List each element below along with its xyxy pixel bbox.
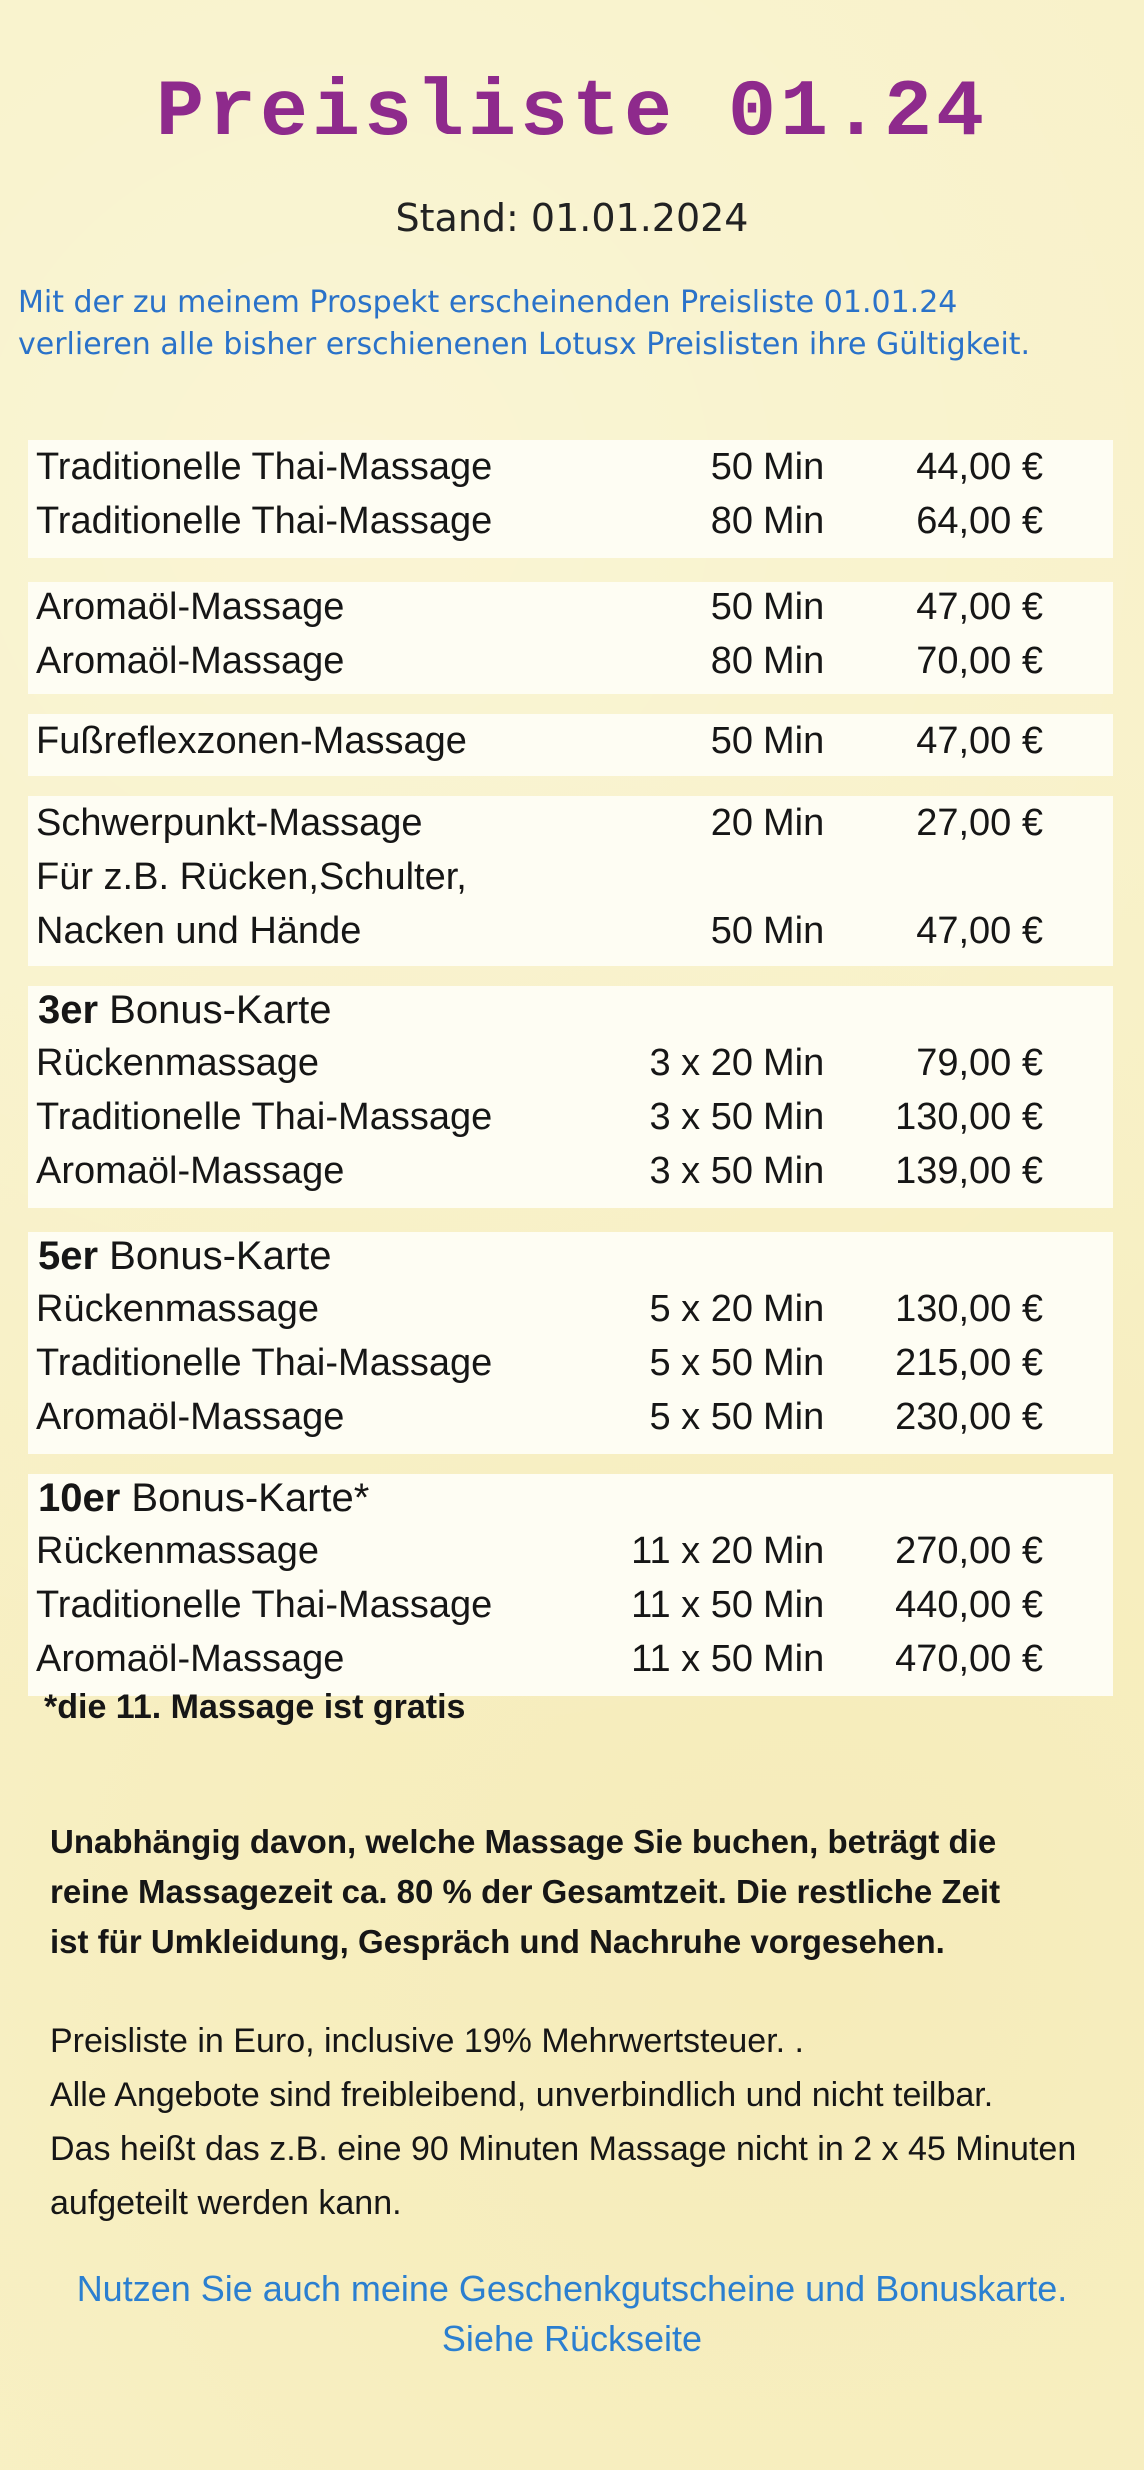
bonus-count: 10er bbox=[38, 1476, 121, 1520]
price-row bbox=[28, 1638, 1113, 1692]
price-row bbox=[28, 1396, 1113, 1450]
unit: Min bbox=[763, 1396, 825, 1438]
unit: Min bbox=[763, 1042, 825, 1084]
price-row bbox=[28, 500, 1113, 554]
duration: 20 bbox=[710, 802, 753, 844]
massage-time-notice bbox=[50, 1817, 1120, 1967]
service-name: Aromaöl-Massage bbox=[36, 640, 345, 682]
service-name: Für z.B. Rücken,Schulter, bbox=[36, 856, 467, 898]
unit: Min bbox=[763, 500, 825, 542]
price: 44,00 € bbox=[916, 446, 1043, 488]
price-block-focus bbox=[28, 796, 1113, 966]
price: 130,00 € bbox=[895, 1096, 1043, 1138]
date-stamp: Stand: 01.01.2024 bbox=[395, 196, 749, 240]
unit: Min bbox=[763, 1638, 825, 1680]
bonus-heading bbox=[38, 1476, 369, 1521]
unit: Min bbox=[763, 1096, 825, 1138]
terms-line: Das heißt das z.B. eine 90 Minuten Massage nicht in 2 x 45 Minuten bbox=[50, 2130, 1077, 2168]
footer-line: Nutzen Sie auch meine Geschenkgutscheine und Bonuskarte. bbox=[76, 2268, 1068, 2309]
price-row bbox=[28, 1042, 1113, 1096]
duration: 50 bbox=[710, 586, 753, 628]
service-name: Aromaöl-Massage bbox=[36, 586, 345, 628]
duration: 5 x 50 bbox=[649, 1396, 753, 1438]
price: 79,00 € bbox=[916, 1042, 1043, 1084]
price: 440,00 € bbox=[895, 1584, 1043, 1626]
price: 27,00 € bbox=[916, 802, 1043, 844]
price: 130,00 € bbox=[895, 1288, 1043, 1330]
duration: 50 bbox=[710, 446, 753, 488]
bonus-count: 3er bbox=[38, 988, 99, 1032]
duration: 3 x 50 bbox=[649, 1150, 753, 1192]
price: 70,00 € bbox=[916, 640, 1043, 682]
service-name: Aromaöl-Massage bbox=[36, 1638, 345, 1680]
price-block-thai bbox=[28, 440, 1113, 558]
bonus-heading bbox=[38, 988, 332, 1033]
price-row bbox=[28, 586, 1113, 640]
service-name: Traditionelle Thai-Massage bbox=[36, 1584, 493, 1626]
price: 64,00 € bbox=[916, 500, 1043, 542]
terms-text bbox=[50, 2014, 1120, 2230]
terms-line: Alle Angebote sind freibleibend, unverbindlich und nicht teilbar. bbox=[50, 2076, 994, 2114]
service-name: Traditionelle Thai-Massage bbox=[36, 1096, 493, 1138]
bonus-label: Bonus-Karte* bbox=[120, 1476, 370, 1520]
page-title: Preisliste 01.24 bbox=[155, 68, 989, 159]
duration: 5 x 20 bbox=[649, 1288, 753, 1330]
price: 270,00 € bbox=[895, 1530, 1043, 1572]
unit: Min bbox=[763, 1530, 825, 1572]
price-row bbox=[28, 1584, 1113, 1638]
duration: 11 x 20 bbox=[631, 1530, 753, 1572]
price: 470,00 € bbox=[895, 1638, 1043, 1680]
service-name: Rückenmassage bbox=[36, 1288, 320, 1330]
service-name: Rückenmassage bbox=[36, 1042, 320, 1084]
footer-note bbox=[0, 2264, 1144, 2364]
intro-line: Mit der zu meinem Prospekt erscheinenden Preisliste 01.01.24 bbox=[18, 285, 958, 320]
terms-line: aufgeteilt werden kann. bbox=[50, 2184, 402, 2222]
service-name: Traditionelle Thai-Massage bbox=[36, 446, 493, 488]
duration: 11 x 50 bbox=[631, 1584, 753, 1626]
price: 215,00 € bbox=[895, 1342, 1043, 1384]
bonus-heading bbox=[38, 1234, 332, 1279]
footer-line: Siehe Rückseite bbox=[441, 2318, 703, 2359]
price: 47,00 € bbox=[916, 586, 1043, 628]
service-name: Traditionelle Thai-Massage bbox=[36, 500, 493, 542]
unit: Min bbox=[763, 446, 825, 488]
unit: Min bbox=[763, 586, 825, 628]
unit: Min bbox=[763, 1288, 825, 1330]
price-row bbox=[28, 1342, 1113, 1396]
bonus-card-5 bbox=[28, 1232, 1113, 1454]
duration: 80 bbox=[710, 640, 753, 682]
duration: 3 x 50 bbox=[649, 1096, 753, 1138]
bonus-card-3 bbox=[28, 986, 1113, 1208]
price-row bbox=[28, 1096, 1113, 1150]
unit: Min bbox=[763, 1342, 825, 1384]
duration: 3 x 20 bbox=[649, 1042, 753, 1084]
bonus-label: Bonus-Karte bbox=[98, 988, 332, 1032]
service-name: Traditionelle Thai-Massage bbox=[36, 1342, 493, 1384]
bonus-label: Bonus-Karte bbox=[98, 1234, 332, 1278]
bonus-card-10 bbox=[28, 1474, 1113, 1696]
price-row bbox=[28, 446, 1113, 500]
duration: 80 bbox=[710, 500, 753, 542]
duration: 11 x 50 bbox=[631, 1638, 753, 1680]
unit: Min bbox=[763, 720, 825, 762]
unit: Min bbox=[763, 910, 825, 952]
notice-line: reine Massagezeit ca. 80 % der Gesamtzeit. Die restliche Zeit bbox=[50, 1873, 1001, 1910]
unit: Min bbox=[763, 1150, 825, 1192]
notice-line: ist für Umkleidung, Gespräch und Nachruhe vorgesehen. bbox=[50, 1923, 945, 1960]
price-row bbox=[28, 640, 1113, 694]
price-row bbox=[28, 1288, 1113, 1342]
unit: Min bbox=[763, 802, 825, 844]
price: 139,00 € bbox=[895, 1150, 1043, 1192]
service-name: Schwerpunkt-Massage bbox=[36, 802, 423, 844]
price-row bbox=[28, 720, 1113, 774]
price-row bbox=[28, 856, 1113, 910]
intro-text bbox=[18, 282, 1133, 366]
price-row bbox=[28, 1530, 1113, 1584]
terms-line: Preisliste in Euro, inclusive 19% Mehrwertsteuer. . bbox=[50, 2022, 804, 2060]
price-block-foot bbox=[28, 714, 1113, 776]
bonus-count: 5er bbox=[38, 1234, 99, 1278]
unit: Min bbox=[763, 640, 825, 682]
service-name: Rückenmassage bbox=[36, 1530, 320, 1572]
footnote: *die 11. Massage ist gratis bbox=[44, 1688, 466, 1726]
price-row bbox=[28, 910, 1113, 964]
price: 230,00 € bbox=[895, 1396, 1043, 1438]
unit: Min bbox=[763, 1584, 825, 1626]
service-name: Nacken und Hände bbox=[36, 910, 362, 952]
service-name: Aromaöl-Massage bbox=[36, 1150, 345, 1192]
price: 47,00 € bbox=[916, 910, 1043, 952]
service-name: Aromaöl-Massage bbox=[36, 1396, 345, 1438]
notice-line: Unabhängig davon, welche Massage Sie buchen, beträgt die bbox=[50, 1823, 997, 1860]
price-block-aroma bbox=[28, 582, 1113, 694]
duration: 5 x 50 bbox=[649, 1342, 753, 1384]
price-row bbox=[28, 1150, 1113, 1204]
service-name: Fußreflexzonen-Massage bbox=[36, 720, 467, 762]
price: 47,00 € bbox=[916, 720, 1043, 762]
duration: 50 bbox=[710, 720, 753, 762]
price-row bbox=[28, 802, 1113, 856]
intro-line: verlieren alle bisher erschienenen Lotusx Preislisten ihre Gültigkeit. bbox=[18, 327, 1031, 362]
duration: 50 bbox=[710, 910, 753, 952]
